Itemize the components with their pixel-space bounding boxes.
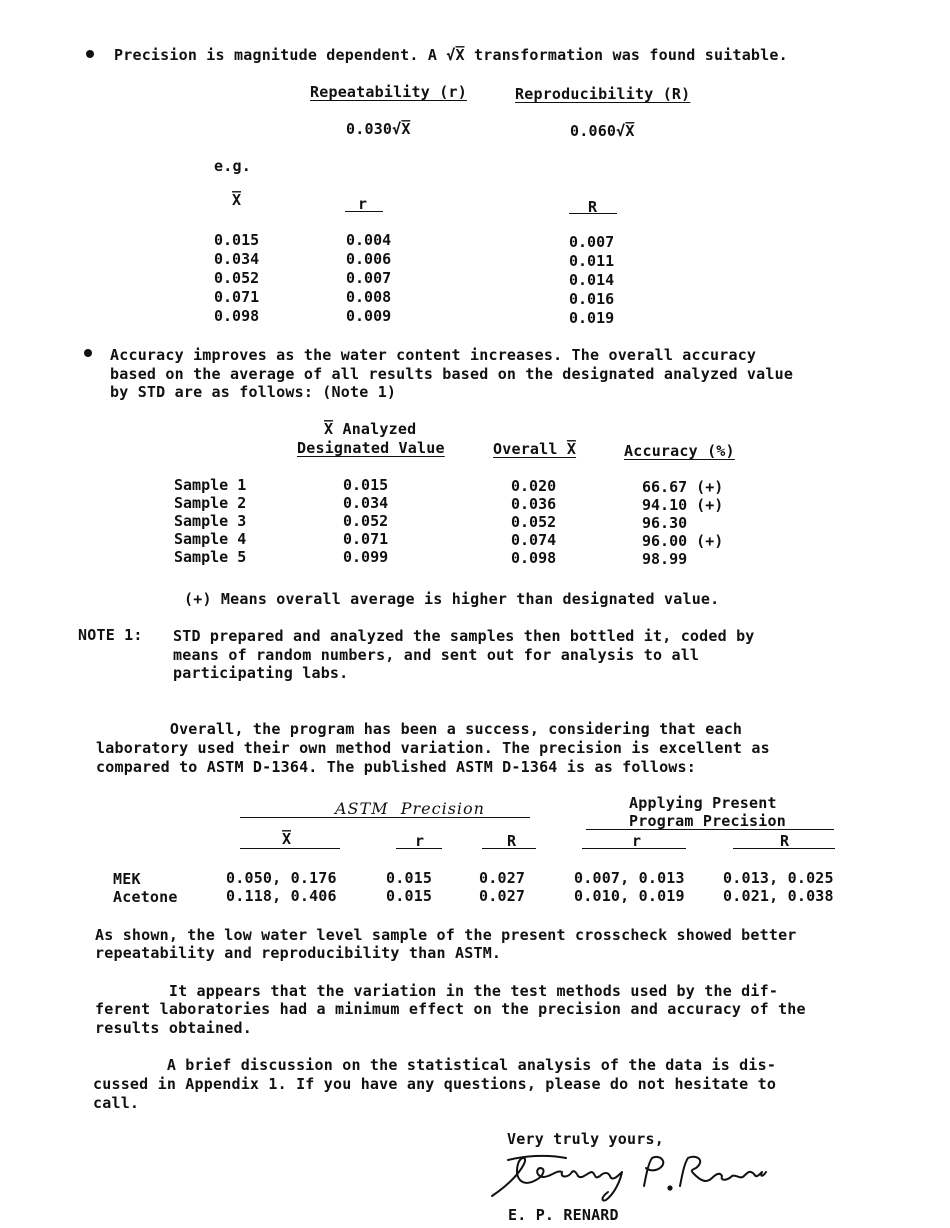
astm-row-r: 0.015: [386, 869, 433, 887]
astm-col-R-rule: [482, 848, 536, 849]
example-label: e.g.: [214, 157, 251, 175]
table-cell: 0.098: [511, 549, 557, 567]
col-header-R: R: [588, 198, 598, 216]
paragraph-line: Overall, the program has been a success, considering that each: [96, 720, 743, 738]
signature-text: [600, 1200, 611, 1201]
table-cell: 0.052: [343, 512, 389, 530]
table-cell: 0.036: [511, 495, 557, 513]
present-col-r-rule: [582, 848, 686, 849]
repeatability-formula: 0.030√X̅: [346, 120, 411, 138]
present-row-R: 0.013, 0.025: [723, 869, 834, 887]
precision-x-column: [214, 231, 259, 326]
table-cell: 0.074: [511, 531, 557, 549]
paragraph-line: A brief discussion on the statistical analysis of the data is dis-: [93, 1056, 777, 1074]
table-cell: 94.10 (+): [642, 496, 724, 514]
col-header-x: X̅: [232, 191, 242, 209]
present-col-R: R: [780, 832, 790, 850]
table-cell: 66.67 (+): [642, 478, 724, 496]
note-label: NOTE 1:: [78, 626, 143, 644]
astm-row-r: 0.015: [386, 887, 433, 905]
table-cell: 0.052: [214, 269, 260, 287]
signer-name: E. P. RENARD: [508, 1206, 619, 1224]
table-cell: 0.007: [346, 269, 392, 287]
astm-col-r-rule: [396, 848, 442, 849]
signature: [484, 1146, 774, 1206]
table-cell: 0.020: [511, 477, 557, 495]
astm-row-x: 0.118, 0.406: [226, 887, 337, 905]
paragraph-line: results obtained.: [95, 1019, 252, 1037]
header-analyzed-top: X̅ Analyzed: [324, 420, 417, 438]
col-r-rule: [345, 211, 383, 212]
repeatability-header: Repeatability (r): [310, 83, 467, 101]
note-line-2: means of random numbers, and sent out for analysis to all: [173, 646, 700, 664]
astm-row-name: MEK: [113, 870, 141, 888]
table-cell: 0.098: [214, 307, 260, 325]
table-cell: 0.009: [346, 307, 392, 325]
present-title-rule: [586, 829, 834, 830]
reproducibility-formula: 0.060√X̅: [570, 122, 635, 140]
table-cell: 96.30: [642, 514, 688, 532]
header-overall: Overall X̅: [493, 440, 577, 458]
table-cell: Sample 1: [174, 476, 247, 494]
closing-salutation: Very truly yours,: [507, 1130, 664, 1148]
accuracy-line-1: Accuracy improves as the water content increases. The overall accuracy: [110, 346, 757, 364]
header-designated-value: Designated Value: [297, 439, 445, 457]
paragraph-line: As shown, the low water level sample of the present crosscheck showed better: [95, 926, 797, 944]
col-R-rule: [569, 213, 617, 214]
table-cell: Sample 4: [174, 530, 247, 548]
accuracy-overall-column: [511, 477, 556, 567]
col-header-r: r: [358, 195, 368, 213]
header-accuracy: Accuracy (%): [624, 442, 735, 460]
present-row-r: 0.007, 0.013: [574, 869, 685, 887]
table-cell: Sample 5: [174, 548, 247, 566]
precision-r-column: [346, 231, 391, 326]
astm-col-r: r: [415, 832, 425, 850]
table-cell: Sample 3: [174, 512, 247, 530]
accuracy-footnote: (+) Means overall average is higher than designated value.: [184, 590, 720, 608]
table-cell: 0.016: [569, 290, 615, 308]
table-cell: 0.015: [343, 476, 389, 494]
astm-col-x-rule: [240, 848, 340, 849]
table-cell: 0.008: [346, 288, 392, 306]
precision-statement: Precision is magnitude dependent. A √X̅ transformation was found suitable.: [114, 46, 788, 64]
present-row-R: 0.021, 0.038: [723, 887, 834, 905]
paragraph-line: ferent laboratories had a minimum effect on the precision and accuracy of the: [95, 1000, 806, 1018]
astm-precision-title: ASTM Precision: [335, 799, 485, 818]
astm-row-R: 0.027: [479, 869, 526, 887]
astm-col-R: R: [507, 832, 517, 850]
astm-row-name: Acetone: [113, 888, 178, 906]
paragraph-line: laboratory used their own method variation. The precision is excellent as: [96, 739, 770, 757]
table-cell: 0.011: [569, 252, 615, 270]
present-col-r: r: [632, 832, 642, 850]
table-cell: 0.071: [214, 288, 260, 306]
paragraph-line: It appears that the variation in the test methods used by the dif-: [95, 982, 779, 1000]
accuracy-sample-column: [174, 476, 246, 566]
table-cell: 0.004: [346, 231, 392, 249]
astm-row-x: 0.050, 0.176: [226, 869, 337, 887]
precision-R-column: [569, 233, 614, 328]
paragraph-line: cussed in Appendix 1. If you have any questions, please do not hesitate to: [93, 1075, 777, 1093]
table-cell: 0.034: [343, 494, 389, 512]
table-cell: 96.00 (+): [642, 532, 724, 550]
note-line-1: STD prepared and analyzed the samples then bottled it, coded by: [173, 627, 755, 645]
present-header-line-1: Applying Present: [629, 794, 777, 812]
accuracy-line-2: based on the average of all results based on the designated analyzed value: [110, 365, 794, 383]
paragraph-line: compared to ASTM D-1364. The published ASTM D-1364 is as follows:: [96, 758, 696, 776]
table-cell: Sample 2: [174, 494, 247, 512]
table-cell: 0.019: [569, 309, 615, 327]
table-cell: 0.007: [569, 233, 615, 251]
table-cell: 0.071: [343, 530, 389, 548]
table-cell: 0.034: [214, 250, 260, 268]
table-cell: 0.015: [214, 231, 260, 249]
note-line-3: participating labs.: [173, 664, 349, 682]
astm-col-x: X̅: [282, 830, 292, 848]
reproducibility-header: Reproducibility (R): [515, 85, 691, 103]
bullet-marker: [86, 50, 94, 58]
accuracy-line-3: by STD are as follows: (Note 1): [110, 383, 397, 401]
present-header-line-2: Program Precision: [629, 812, 786, 830]
table-cell: 0.052: [511, 513, 557, 531]
accuracy-designated-column: [343, 476, 388, 566]
present-row-r: 0.010, 0.019: [574, 887, 685, 905]
bullet-marker: [84, 349, 92, 357]
paragraph-line: repeatability and reproducibility than ASTM.: [95, 944, 502, 962]
astm-row-R: 0.027: [479, 887, 526, 905]
accuracy-percent-column: [642, 478, 723, 568]
present-col-R-rule: [733, 848, 835, 849]
astm-title-rule: [240, 817, 530, 818]
table-cell: 0.006: [346, 250, 392, 268]
table-cell: 0.014: [569, 271, 615, 289]
table-cell: 0.099: [343, 548, 389, 566]
paragraph-line: call.: [93, 1094, 140, 1112]
table-cell: 98.99: [642, 550, 688, 568]
